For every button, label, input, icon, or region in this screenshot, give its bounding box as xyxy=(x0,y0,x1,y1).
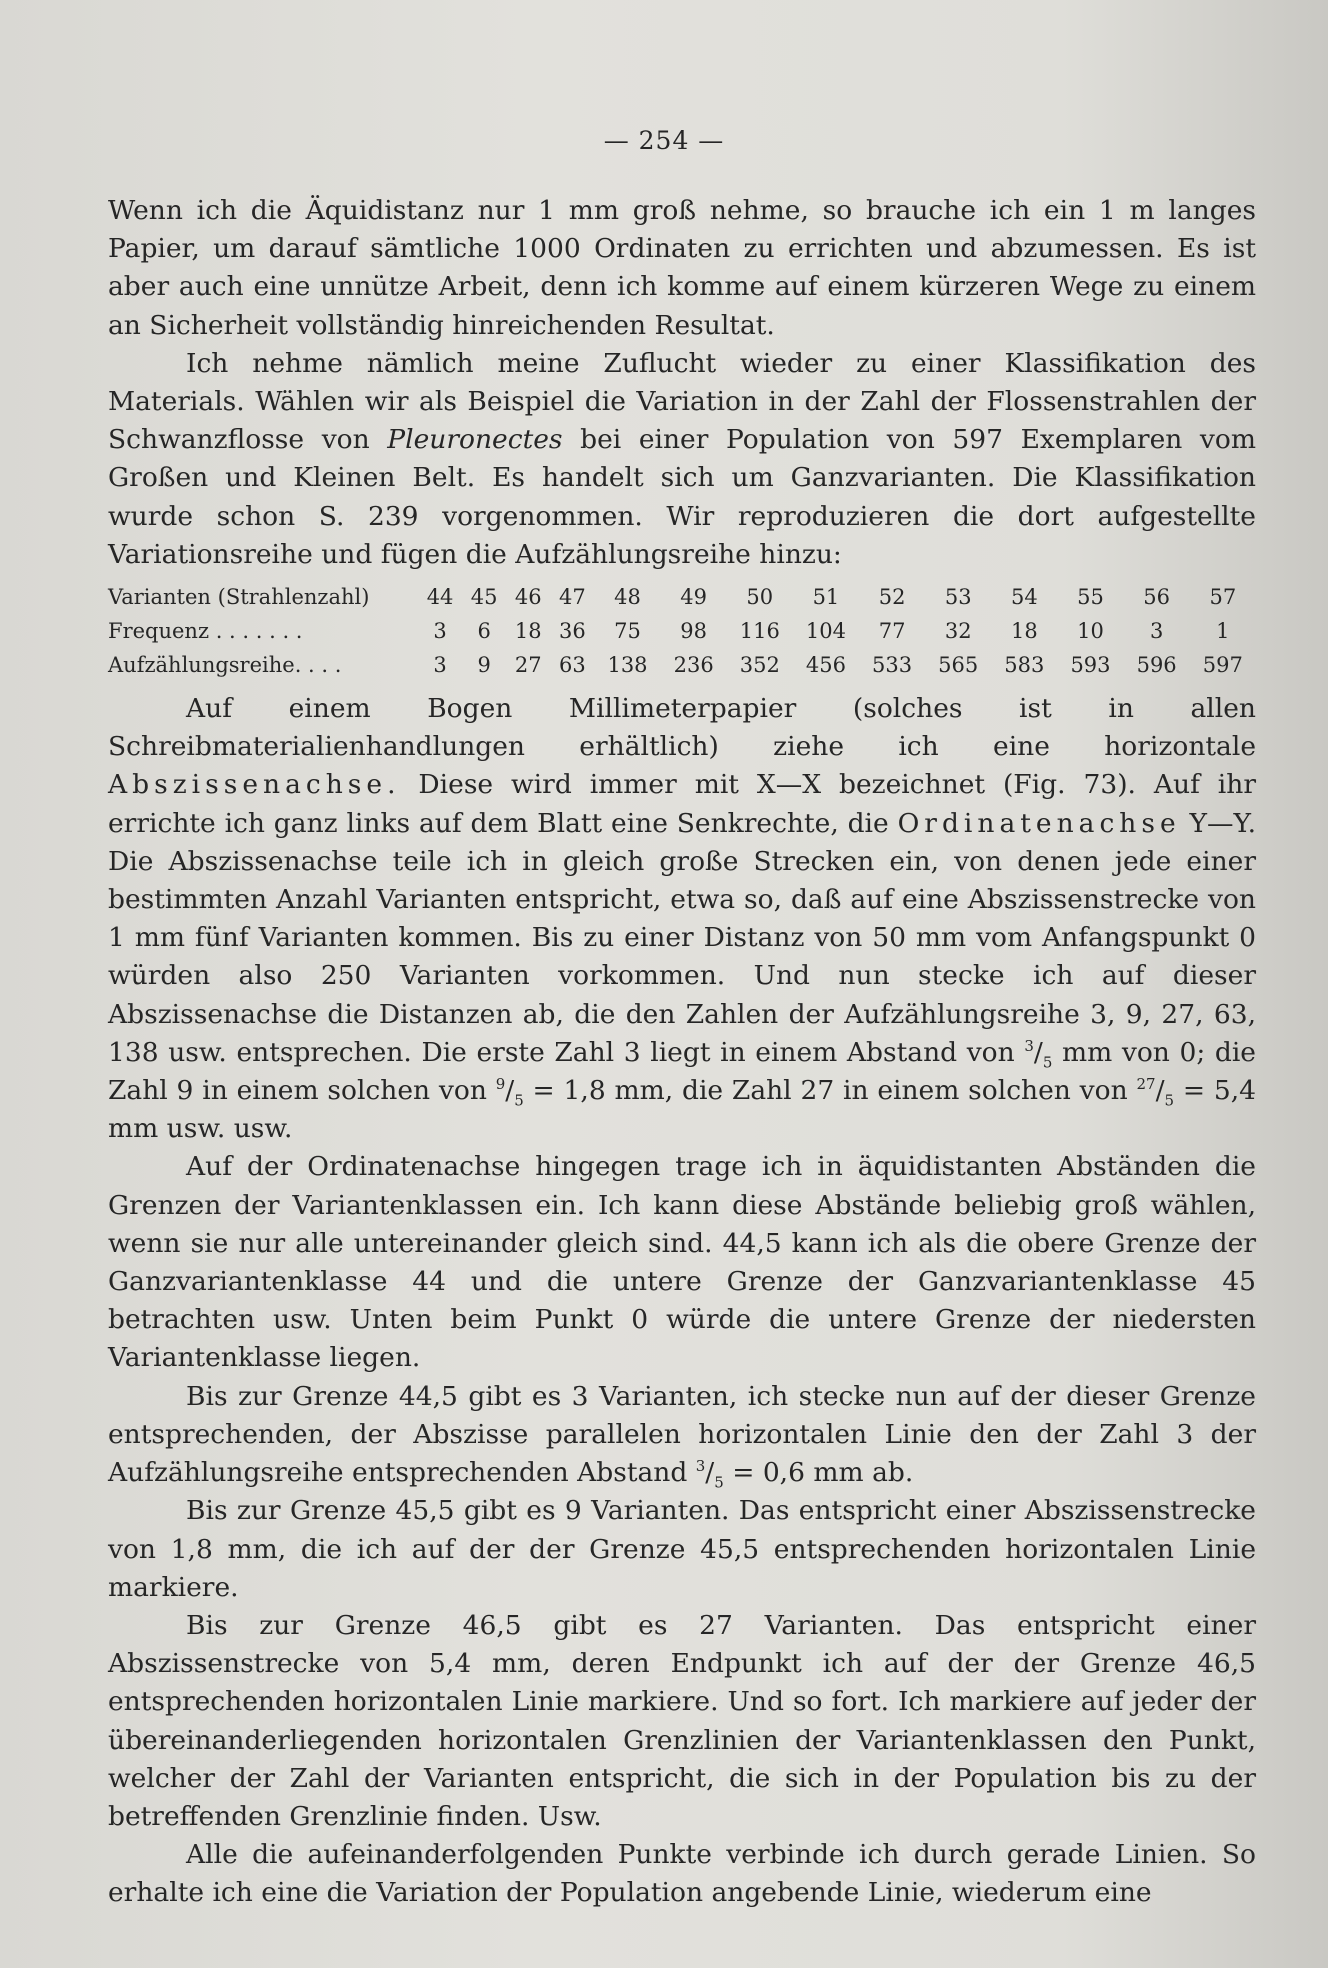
table-cell: 53 xyxy=(944,585,972,610)
paragraph-3: Auf einem Bogen Millimeterpapier (solches ist in allen Schreibmaterialienhandlungen erhältlich) ziehe ich eine horizontale Abszissenachse. Diese wird immer mit X—X bezeichnet (Fig. 73). Auf ihr errichte ich ganz links auf dem Blatt eine Senkrechte, die Ordinatenachse Y—Y. Die Abszissenachse teile ich in gleich große Strecken ein, von denen jede einer bestimmten Anzahl Varianten entspricht, etwa so, daß auf eine Abszissenstrecke von 1 mm fünf Varianten kommen. Bis zu einer Distanz von 50 mm vom Anfangspunkt 0 würden also 250 Varianten vorkommen. Und nun stecke ich auf dieser Abszissenachse die Distanzen ab, die den Zahlen der Aufzählungsreihe 3, 9, 27, 63, 138 usw. entsprechen. Die erste Zahl 3 liegt in einem Abstand von $^3/_5$ mm von 0; die Zahl 9 in einem solchen von $^9/_5 = 1,8$ mm, die Zahl 27 in einem solchen von $^{27}/_5 = 5,4$ mm usw. usw. xyxy=(108,693,1257,1145)
paragraph-7: Bis zur Grenze 46,5 gibt es 27 Varianten. Das entspricht einer Abszissenstrecke von 5,4 mm, deren Endpunkt ich auf der der Grenze 46,5 entsprechenden horizontalen Linie markiere. Und so fort. Ich markiere auf jeder der übereinanderliegenden horizontalen Grenzlinien der Variantenklassen den Punkt, welcher der Zahl der Varianten entspricht, die sich in der Population bis zu der betreffenden Grenzlinie finden. Usw. xyxy=(108,1609,1256,1832)
table-cell: 56 xyxy=(1143,585,1170,610)
table-cell: 36 xyxy=(559,619,586,644)
p3-text-b: Diese wird immer mit X—X bezeichnet (Fig. 73). Auf ihr errichte ich ganz links auf dem Blatt eine Senkrechte, die xyxy=(108,769,1256,839)
table-cell: 75 xyxy=(614,619,641,644)
p5-text-b: = 0,6 mm ab. xyxy=(723,1457,914,1489)
table-cell: 565 xyxy=(938,653,979,678)
fraction-denominator: 5 xyxy=(1042,1053,1053,1072)
table-cell: 77 xyxy=(878,619,906,644)
p3-text-e: = 1,8 mm, die Zahl 27 in einem solchen von xyxy=(523,1075,1137,1107)
table-cell: 18 xyxy=(1010,619,1038,644)
paragraph-1: Wenn ich die Äquidistanz nur 1 mm groß nehme, so brauche ich ein 1 m langes Papier, um darauf sämtliche 1000 Ordinaten zu errichten und abzumessen. Es ist aber auch eine unnütze Arbeit, denn ich komme auf einem kürzeren Wege zu einem an Sicherheit vollständig hinreichenden Resultat. xyxy=(108,195,1256,341)
table-cell: 10 xyxy=(1077,619,1104,644)
table-cell: 18 xyxy=(514,619,542,644)
table-cell: 46 xyxy=(514,585,542,610)
table-cell: 104 xyxy=(805,619,846,644)
table-cell: 1 xyxy=(1216,619,1230,644)
p3-text-d: mm von 0; die Zahl 9 in einem solchen von xyxy=(108,1036,1256,1107)
paragraph-6: Bis zur Grenze 45,5 gibt es 9 Varianten. Das entspricht einer Abszissenstrecke von 1,8 mm, die ich auf der der Grenze 45,5 entsprechenden horizontalen Linie markiere. xyxy=(108,1495,1256,1603)
variation-table xyxy=(108,580,1256,682)
table-cell: 596 xyxy=(1136,653,1177,678)
table-cell: 50 xyxy=(746,585,774,610)
table-cell: 6 xyxy=(477,619,491,644)
p2-text-a: Ich nehme nämlich meine Zuflucht wieder zu einer Klassifikation des Materials. Wählen wir als Beispiel die Variation in der Zahl der Flossenstrahlen der Schwanzflosse von xyxy=(108,347,1256,456)
p2-text-b: bei einer Population von 597 Exemplaren vom Großen und Kleinen Belt. Es handelt sich um Ganzvarianten. Die Klassifikation wurde schon S. 239 vorgenommen. Wir reproduzieren die dort aufgestellte Variationsreihe und fügen die Aufzählungsreihe hinzu: xyxy=(108,424,1256,570)
row-label: Aufzählungsreihe. . . . xyxy=(108,653,342,678)
table-cell: 45 xyxy=(470,585,498,610)
p3-text-c: Y—Y. Die Abszissenachse teile ich in gleich große Strecken ein, von denen jede einer bestimmten Anzahl Varianten entspricht, etwa so, daß auf eine Abszissenstrecke von 1 mm fünf Varianten kommen. Bis zu einer Distanz von 50 mm vom Anfangspunkt 0 würden also 250 Varianten vorkommen. Und nun stecke ich auf dieser Abszissenachse die Distanzen ab, die den Zahlen der Aufzählungsreihe 3, 9, 27, 63, 138 usw. entsprechen. Die erste Zahl 3 liegt in einem Abstand von xyxy=(108,807,1256,1068)
p2-genus: Pleuronectes xyxy=(387,424,563,456)
p3-text-f: = 5,4 mm usw. usw. xyxy=(108,1075,1257,1145)
table-cell: 57 xyxy=(1209,585,1237,610)
p3-spaced-abszissenachse: Abszissenachse. xyxy=(108,769,401,801)
table-cell: 597 xyxy=(1202,653,1243,678)
fraction-numerator: 3 xyxy=(695,1457,706,1476)
table-cell: 44 xyxy=(426,585,454,610)
fraction-denominator: 5 xyxy=(514,1091,524,1110)
table-cell: 98 xyxy=(680,619,708,644)
paragraph-5: Bis zur Grenze 44,5 gibt es 3 Varianten, ich stecke nun auf der dieser Grenze entsprechenden, der Abszisse parallelen horizontalen Linie den der Zahl 3 der Aufzählungsreihe entsprechenden Abstand $^3/_5 = 0,6$ mm ab. xyxy=(108,1380,1256,1492)
table-cell: 32 xyxy=(944,619,972,644)
table-cell: 27 xyxy=(514,653,542,678)
table-cell: 63 xyxy=(559,653,586,678)
table-cell: 55 xyxy=(1077,585,1104,610)
table-cell: 52 xyxy=(878,585,906,610)
table-cell: 49 xyxy=(680,585,708,610)
page-number: — 254 — xyxy=(603,126,725,155)
table-cell: 54 xyxy=(1010,585,1038,610)
table-row-frequenz xyxy=(108,614,1256,648)
table-row-varianten xyxy=(108,580,1256,614)
table-cell: 456 xyxy=(805,653,846,678)
fraction-numerator: 27 xyxy=(1136,1075,1156,1094)
table-cell: 116 xyxy=(739,619,780,644)
row-label: Frequenz . . . . . . . xyxy=(108,619,303,644)
fraction-numerator: 9 xyxy=(495,1075,506,1094)
fraction-numerator: 3 xyxy=(1024,1037,1034,1056)
table-cell: 48 xyxy=(614,585,641,610)
table-cell: 51 xyxy=(812,585,840,610)
table-cell: 3 xyxy=(1149,619,1164,644)
body-text xyxy=(108,192,1256,1913)
table-cell: 3 xyxy=(433,653,447,678)
row-label: Varianten (Strahlenzahl) xyxy=(108,585,370,610)
table-cell: 593 xyxy=(1070,653,1111,678)
p3-text-a: Auf einem Bogen Millimeterpapier (solches ist in allen Schreibmaterialienhandlungen erhältlich) ziehe ich eine horizontale xyxy=(108,693,1256,763)
table-cell: 533 xyxy=(872,653,913,678)
paragraph-2 xyxy=(108,345,1256,574)
paragraph-4: Auf der Ordinatenachse hingegen trage ich in äquidistanten Abständen die Grenzen der Variantenklassen ein. Ich kann diese Abstände beliebig groß wählen, wenn sie nur alle untereinander gleich sind. 44,5 kann ich als die obere Grenze der Ganzvariantenklasse 44 und die untere Grenze der Ganzvariantenklasse 45 betrachten usw. Unten beim Punkt 0 würde die untere Grenze der niedersten Variantenklasse liegen. xyxy=(108,1151,1256,1374)
table-cell: 352 xyxy=(739,653,780,678)
table-cell: 236 xyxy=(673,653,714,678)
p3-spaced-ordinatenachse: Ordinatenachse xyxy=(897,807,1181,839)
table-cell: 583 xyxy=(1004,653,1045,678)
fraction-denominator: 5 xyxy=(1164,1091,1175,1110)
table-cell: 9 xyxy=(477,653,491,678)
fraction-denominator: 5 xyxy=(714,1473,724,1492)
table-cell: 138 xyxy=(607,653,648,678)
p5-text-a: Bis zur Grenze 44,5 gibt es 3 Varianten, ich stecke nun auf der dieser Grenze entsprechenden, der Abszisse parallelen horizontalen Linie den der Zahl 3 der Aufzählungsreihe entsprechenden Abstand xyxy=(108,1380,1256,1489)
table-cell: 3 xyxy=(433,619,447,644)
table-row-aufzaehlungsreihe xyxy=(108,648,1256,682)
table-cell: 47 xyxy=(559,585,586,610)
paragraph-8: Alle die aufeinanderfolgenden Punkte verbinde ich durch gerade Linien. So erhalte ich eine die Variation der Population angebende Linie, wiederum eine xyxy=(108,1839,1256,1909)
